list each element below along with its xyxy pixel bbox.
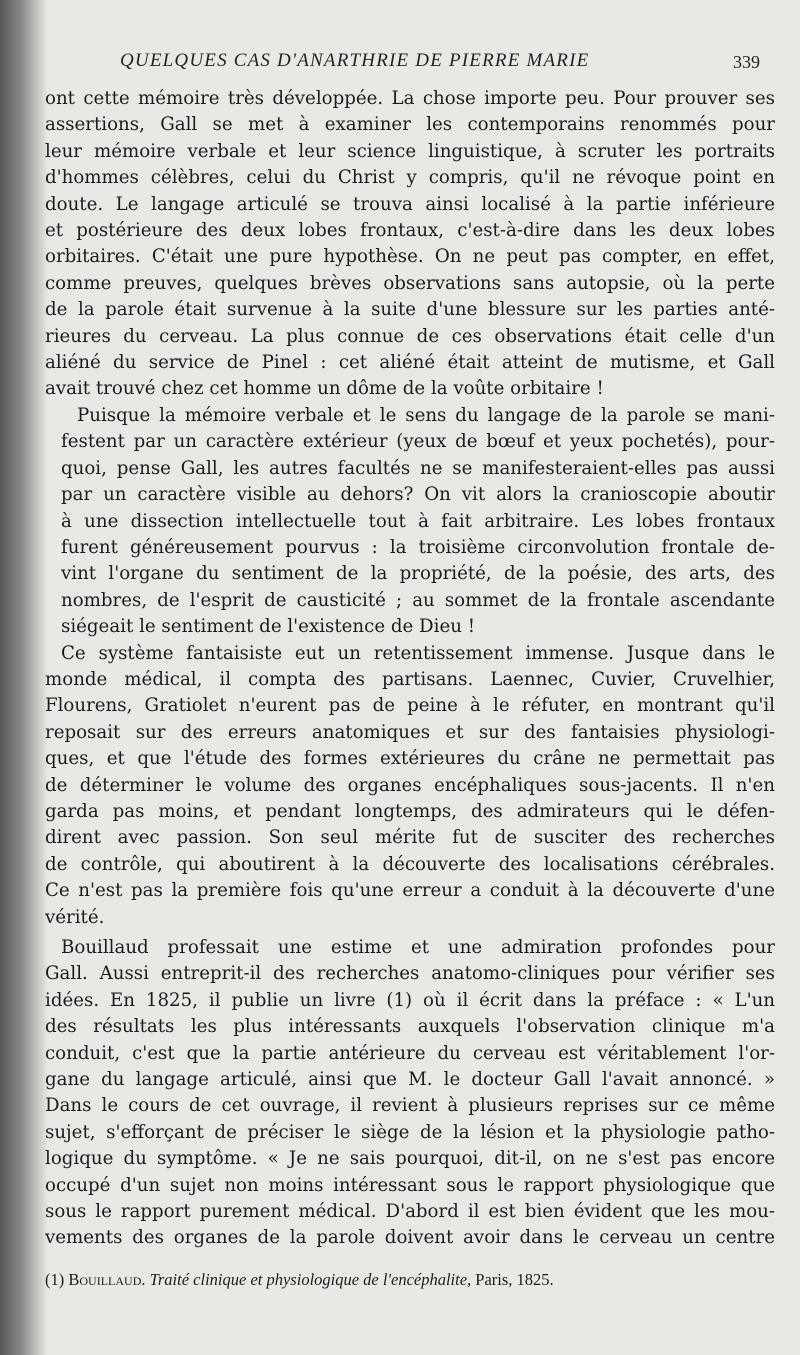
text-line: orbitaires. C'était une pure hypothèse. On ne peut pas compter, en effet, [45, 246, 775, 268]
text-line: conduit, c'est que la partie antérieure du cerveau est véritablement l'or- [45, 1042, 775, 1064]
text-line: sous le rapport purement médical. D'abord il est bien évident que les mou- [45, 1201, 775, 1223]
text-line: garda pas moins, et pendant longtemps, des admirateurs qui le défen- [45, 800, 775, 822]
footnote-title: Traité clinique et physiologique de l'encéphalite, [149, 1270, 472, 1289]
paragraph-2 [45, 403, 775, 641]
text-line: nombres, de l'esprit de causticité ; au sommet de la frontale ascendante [61, 589, 775, 611]
text-line: de déterminer le volume des organes encéphaliques sous-jacents. Il n'en [45, 774, 775, 796]
text-line: de la parole était survenue à la suite d'une blessure sur les parties anté- [45, 299, 775, 321]
text-line: de contrôle, qui aboutirent à la découverte des localisations cérébrales. [45, 853, 775, 875]
text-line: gane du langage articulé, ainsi que M. le docteur Gall l'avait annoncé. » [45, 1069, 775, 1091]
text-line: Bouillaud professait une estime et une admiration profondes pour [61, 937, 775, 958]
paragraph-1 [45, 86, 775, 403]
paragraph-3 [45, 641, 775, 931]
footnote-publication: Paris, 1825. [475, 1270, 554, 1289]
text-line: occupé d'un sujet non moins intéressant sous le rapport physiologique que [45, 1174, 775, 1196]
text-line: leur mémoire verbale et leur science linguistique, à scruter les portraits [45, 140, 775, 162]
text-line: Puisque la mémoire verbale et le sens du langage de la parole se mani- [77, 404, 775, 426]
text-line: vements des organes de la parole doivent avoir dans le cerveau un centre [45, 1227, 775, 1249]
text-line: comme preuves, quelques brèves observations sans autopsie, où la perte [45, 272, 775, 294]
text-line: reposait sur des erreurs anatomiques et sur des fantaisies physiologi- [45, 721, 775, 743]
book-page [40, 0, 800, 1355]
text-line: des résultats les plus intéressants auxquels l'observation clinique m'a [45, 1016, 775, 1038]
text-line: dirent avec passion. Son seul mérite fut de susciter des recherches [45, 827, 775, 849]
text-line: Dans le cours de cet ouvrage, il revient à plusieurs reprises sur ce même [45, 1095, 775, 1117]
text-line: par un caractère visible au dehors? On vit alors la cranioscopie aboutir [61, 484, 775, 506]
text-line: aliéné du service de Pinel : cet aliéné était atteint de mutisme, et Gall [45, 352, 775, 374]
text-line: doute. Le langage articulé se trouva ainsi localisé à la partie inférieure [45, 193, 775, 215]
text-line: à une dissection intellectuelle tout à fait arbitraire. Les lobes frontaux [61, 510, 775, 532]
text-line: festent par un caractère extérieur (yeux de bœuf et yeux pochetés), pour- [61, 431, 775, 453]
text-line: ont cette mémoire très développée. La chose importe peu. Pour prouver ses [45, 88, 775, 109]
text-line: vint l'organe du sentiment de la propriété, de la poésie, des arts, des [61, 563, 775, 585]
text-line: Ce système fantaisiste eut un retentissement immense. Jusque dans le [61, 642, 775, 664]
text-line: Gall. Aussi entreprit-il des recherches anatomo-cliniques pour vérifier ses [45, 963, 775, 985]
footnote [45, 1270, 775, 1290]
text-line: Flourens, Gratiolet n'eurent pas de peine à le réfuter, en montrant qu'il [45, 695, 775, 717]
text-line: et postérieure des deux lobes frontaux, c'est-à-dire dans les deux lobes [45, 220, 775, 242]
text-line: Ce n'est pas la première fois qu'une erreur a conduit à la découverte d'une [45, 880, 775, 902]
footnote-marker: (1) [45, 1270, 65, 1289]
text-line: sujet, s'efforçant de préciser le siège de la lésion et la physiologie patho- [45, 1121, 775, 1143]
text-line: quoi, pense Gall, les autres facultés ne se manifesteraient-elles pas aussi [61, 457, 775, 479]
text-line: furent généreusement pourvus : la troisième circonvolution frontale de- [61, 536, 775, 558]
text-line: ques, et que l'étude des formes extérieures du crâne ne permettait pas [45, 748, 775, 770]
running-title: QUELQUES CAS D'ANARTHRIE DE PIERRE MARIE [120, 50, 590, 71]
text-line: siégeait le sentiment de l'existence de Dieu ! [61, 616, 476, 638]
paragraph-4 [45, 935, 775, 1252]
footnote-author: Bouillaud. [68, 1270, 146, 1289]
text-line: idées. En 1825, il publie un livre (1) où il écrit dans la préface : « L'un [45, 989, 775, 1011]
text-line: avait trouvé chez cet homme un dôme de la voûte orbitaire ! [45, 378, 604, 400]
body-text [45, 86, 775, 1252]
text-line: assertions, Gall se met à examiner les contemporains renommés pour [45, 114, 775, 136]
text-line: monde médical, il compta des partisans. Laennec, Cuvier, Cruvelhier, [45, 668, 775, 690]
text-line: rieures du cerveau. La plus connue de ces observations était celle d'un [45, 325, 775, 347]
page-number: 339 [733, 52, 760, 72]
text-line: logique du symptôme. « Je ne sais pourquoi, dit-il, on ne s'est pas encore [45, 1148, 775, 1170]
text-line: d'hommes célèbres, celui du Christ y compris, qu'il ne révoque point en [45, 167, 775, 189]
text-line: vérité. [45, 906, 105, 928]
